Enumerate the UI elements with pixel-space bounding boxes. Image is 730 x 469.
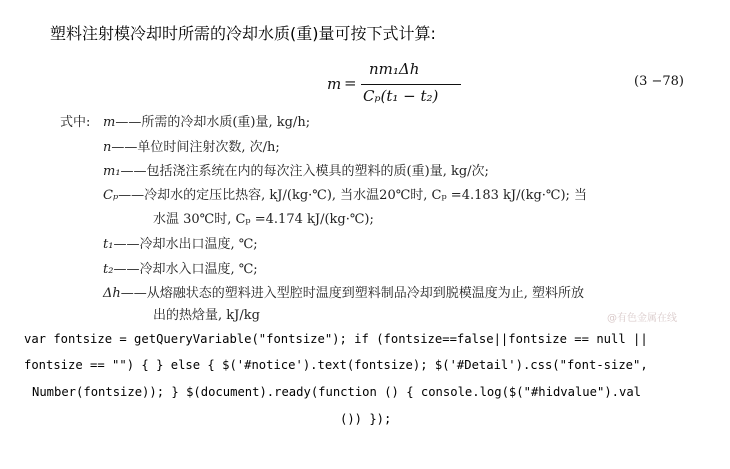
definition-row xyxy=(103,258,258,277)
watermark: @有色金属在线 xyxy=(607,313,677,324)
definition-row xyxy=(153,304,260,323)
definition-text: ——冷却水出口温度, ℃; xyxy=(113,237,258,252)
definition-row xyxy=(103,184,587,203)
definition-text: ——包括浇注系统在内的每次注入模具的塑料的质(重)量, kg/次; xyxy=(120,164,489,179)
definition-symbol: m xyxy=(103,115,116,130)
formula-denominator: Cₚ(t₁ − t₂) xyxy=(363,87,439,105)
definition-text: ——冷却水的定压比热容, kJ/(kg·℃), 当水温20℃时, Cₚ =4.183 kJ/(kg·℃); 当 xyxy=(118,188,588,203)
definition-row xyxy=(103,160,489,179)
definition-text: 出的热焓量, kJ/kg xyxy=(153,308,260,323)
definitions-prefix: 式中: xyxy=(60,115,91,130)
definition-text: ——从熔融状态的塑料进入型腔时温度到塑料制品冷却到脱模温度为止, 塑料所放 xyxy=(120,286,585,301)
code-line: var fontsize = getQueryVariable("fontsize"); if (fontsize==false||fontsize == null || xyxy=(24,332,648,346)
definition-symbol: t₂ xyxy=(103,262,114,277)
definition-row xyxy=(153,208,374,227)
definition-row xyxy=(103,282,584,301)
code-line: ()) }); xyxy=(340,412,392,426)
definition-symbol: n xyxy=(103,140,112,155)
definition-symbol: t₁ xyxy=(103,237,114,252)
definition-symbol: Δh xyxy=(103,286,121,301)
definition-text: 水温 30℃时, Cₚ =4.174 kJ/(kg·℃); xyxy=(153,212,374,227)
definition-symbol: m₁ xyxy=(103,164,121,179)
definition-row xyxy=(103,136,280,155)
equation-number: (3 −78) xyxy=(634,74,684,89)
definition-text: ——冷却水入口温度, ℃; xyxy=(113,262,258,277)
definition-text: ——单位时间注射次数, 次/h; xyxy=(111,140,280,155)
definition-row xyxy=(103,111,310,130)
code-line: Number(fontsize)); } $(document).ready(function () { console.log($("#hidvalue").val xyxy=(32,385,642,399)
formula-lhs: m xyxy=(327,75,342,93)
code-line: fontsize == "") { } else { $('#notice').text(fontsize); $('#Detail').css("font-size", xyxy=(24,358,648,372)
definition-text: ——所需的冷却水质(重)量, kg/h; xyxy=(115,115,311,130)
definition-row xyxy=(103,233,258,252)
formula-numerator: nm₁Δh xyxy=(369,60,420,78)
formula-equals: = xyxy=(344,74,357,92)
definition-symbol: Cₚ xyxy=(103,188,119,203)
fraction-bar xyxy=(361,84,461,85)
intro-text: 塑料注射模冷却时所需的冷却水质(重)量可按下式计算: xyxy=(50,24,436,43)
